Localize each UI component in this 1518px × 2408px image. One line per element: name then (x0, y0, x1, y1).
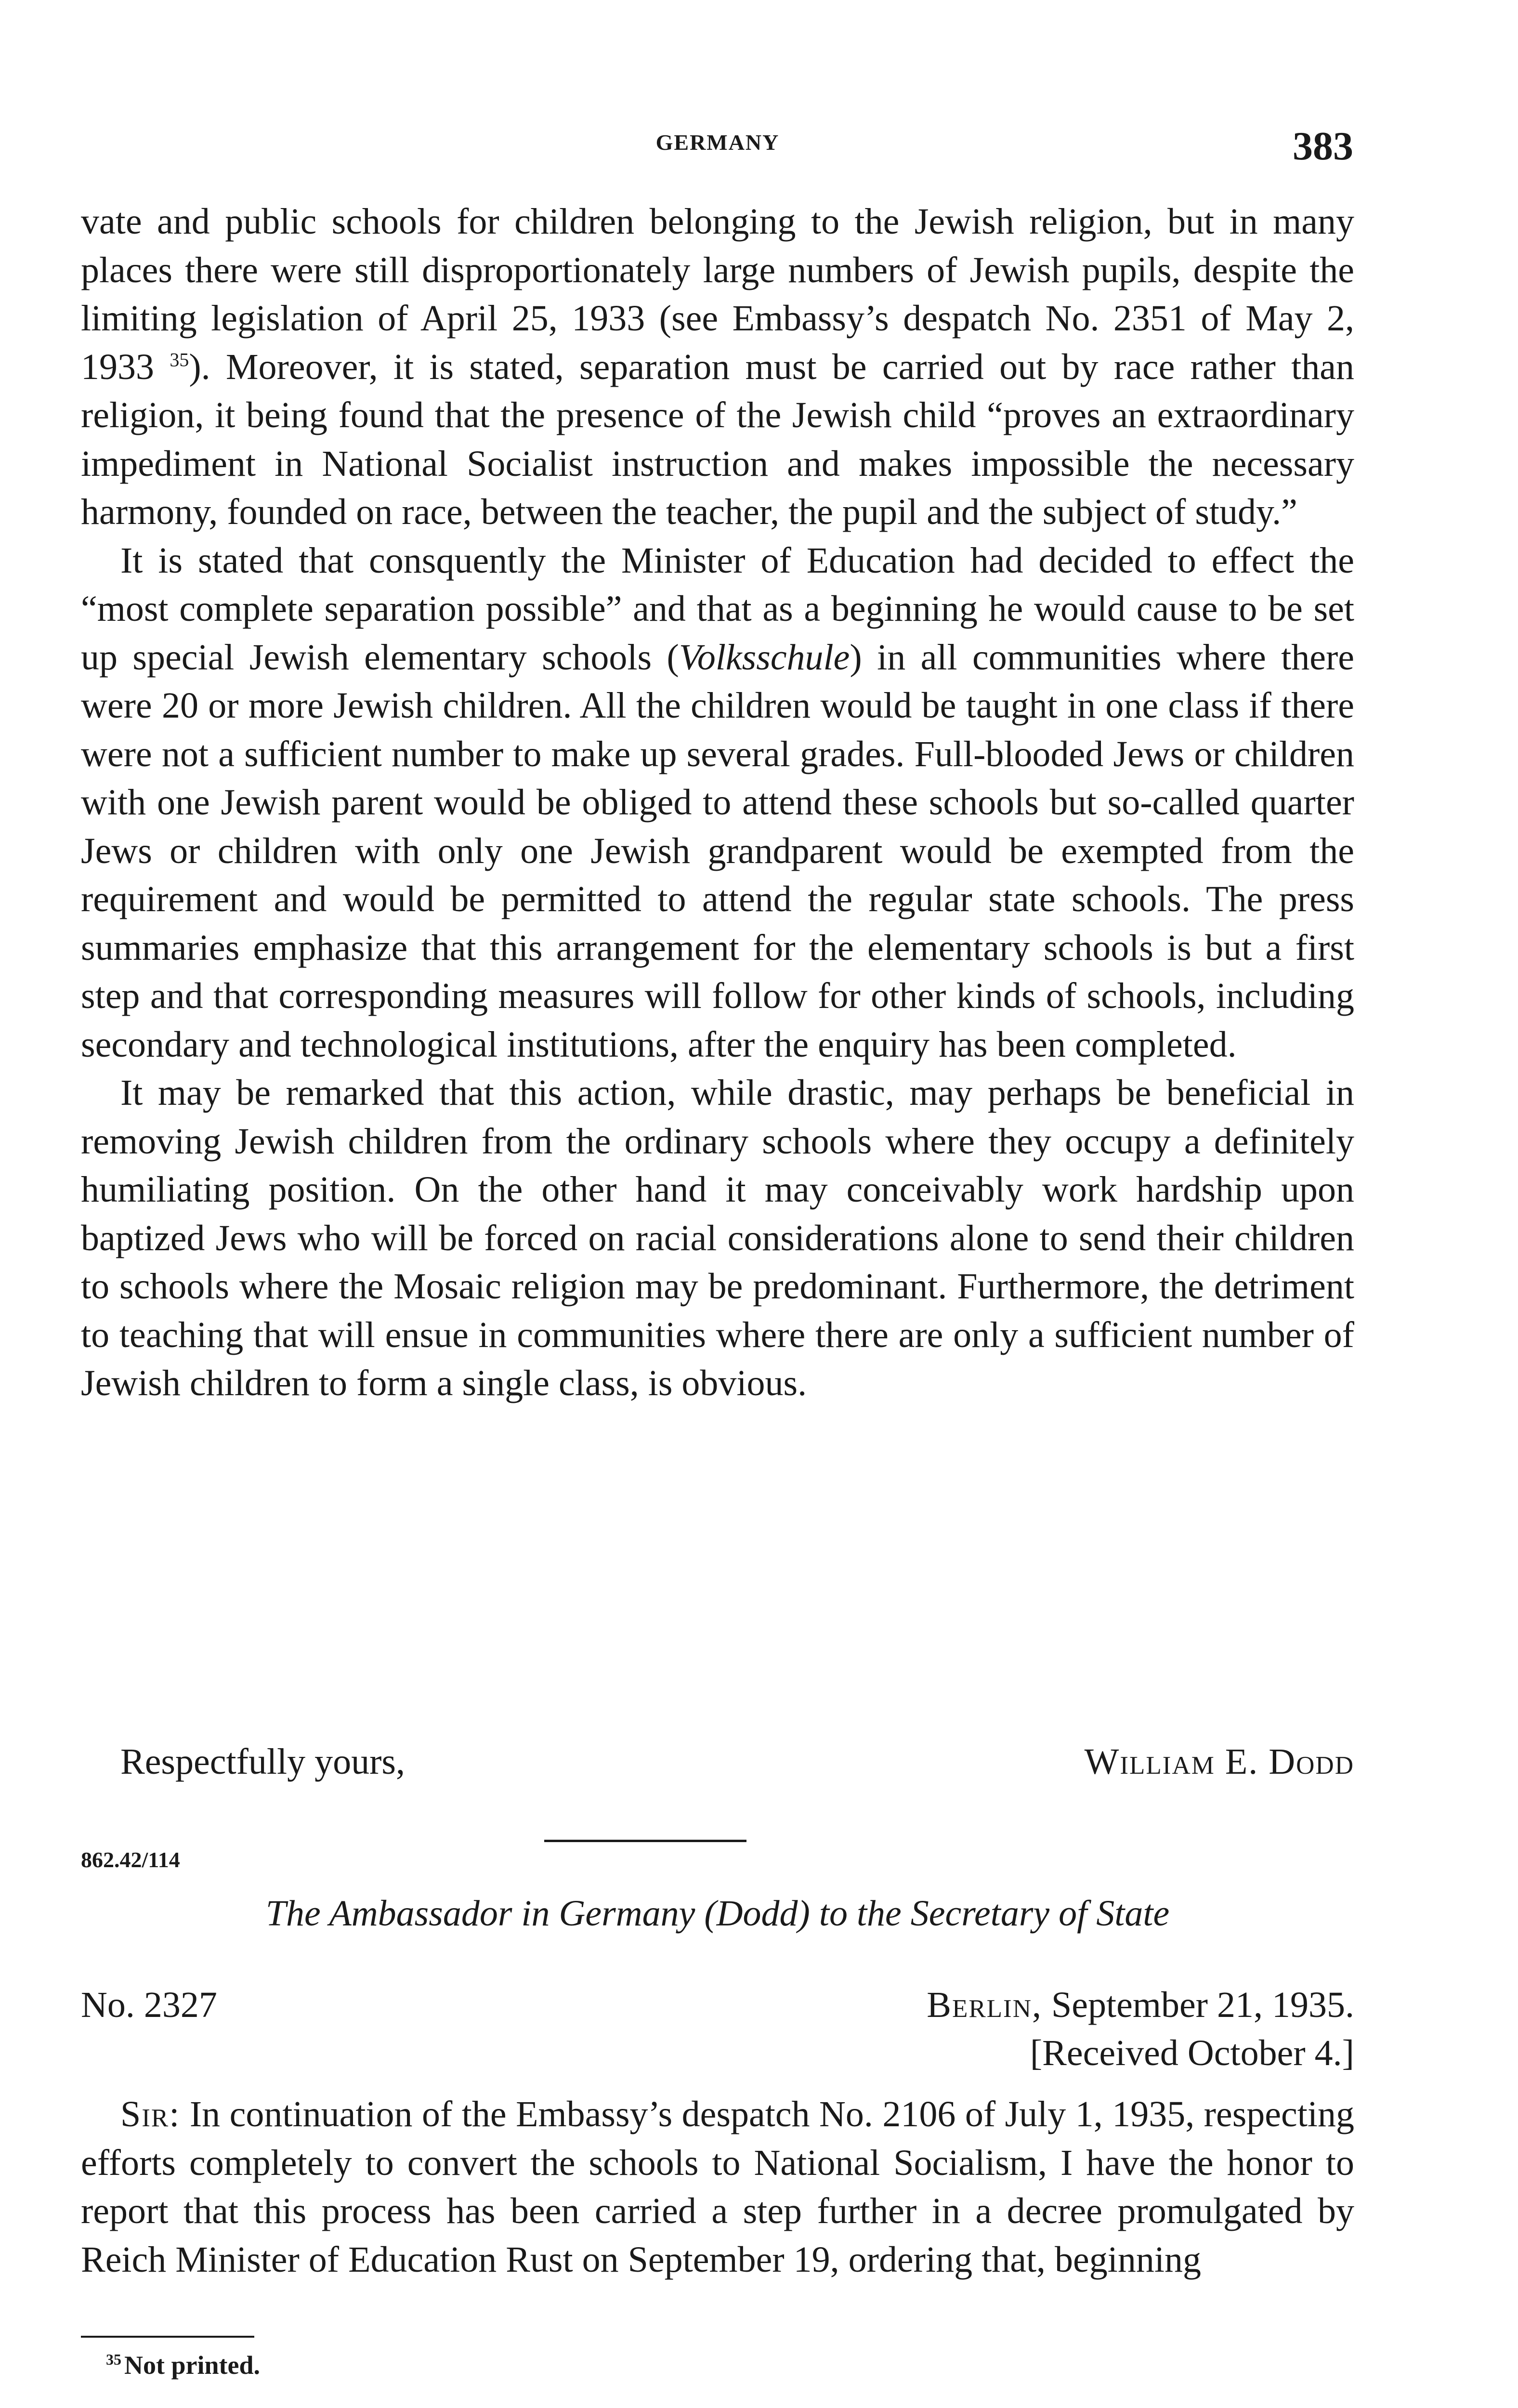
footnote-marker: 35 (106, 2351, 121, 2368)
complimentary-close: Respectfully yours, (120, 1741, 406, 1782)
footnote-text: Not printed. (124, 2351, 260, 2380)
place-date (927, 1984, 1354, 2026)
salutation: Sir: (120, 2094, 181, 2134)
paragraph-text: ). Moreover, it is stated, separation must be carried out by race rather than religion, it being found that the presence of the Jewish child “proves an extraordinary impediment in National Socialist instruction and makes impossible the necessary harmony, founded on race, between the teacher, the pupil and the subject of study.” (81, 346, 1354, 532)
page-number: 383 (1293, 124, 1353, 169)
paragraph-continued (81, 197, 1354, 537)
received-date: [Received October 4.] (1030, 2033, 1354, 2073)
signature: William E. Dodd (1084, 1741, 1354, 1782)
date: September 21, 1935. (1042, 1985, 1354, 2025)
continuation-text (81, 197, 1354, 1408)
file-number: 862.42/114 (81, 1847, 180, 1872)
italic-term: Volksschule (679, 637, 850, 678)
paragraph-text: vate and public schools for children belonging to the Jewish religion, but in many places there were still disproportionately large numbers of Jewish pupils, despite the limiting legislation of April 25, 1933 (see Embassy’s despatch No. 2351 of May 2, 1933 (81, 201, 1354, 387)
paragraph (81, 537, 1354, 1069)
separator-rule (544, 1840, 746, 1842)
paragraph (81, 2090, 1354, 2284)
document-heading: The Ambassador in Germany (Dodd) to the Secretary of State (265, 1893, 1170, 1934)
footnote (106, 2350, 260, 2380)
paragraph-text: It is stated that consquently the Minister of Education had decided to effect the “most complete separation possible” and that as a beginning he would cause to be set up special Jewish elementary schools ( (81, 540, 1354, 678)
place: Berlin, (927, 1985, 1042, 2025)
paragraph: It may be remarked that this action, while drastic, may perhaps be beneficial in removing Jewish children from the ordinary schools where they occupy a definitely humiliating position. On the other hand it may conceivably work hardship upon baptized Jews who will be forced on racial considerations alone to send their children to schools where the Mosaic religion may be predominant. Furthermore, the detriment to teaching that will ensue in communities where there are only a sufficient number of Jewish children to form a single class, is obvious. (81, 1073, 1354, 1403)
dateline (81, 1984, 1354, 2032)
footnote-rule (81, 2336, 254, 2338)
running-title: GERMANY (655, 130, 780, 155)
paragraph-text: ) in all communities where there were 20 or more Jewish children. All the children would be taught in one class if there were not a sufficient number to make up several grades. Full-blooded Jews or children with one Jewish parent would be obliged to attend these schools but so-called quarter Jews or children with only one Jewish grandparent would be exempted from the requirement and would be permitted to attend the regular state schools. The press summaries emphasize that this arrangement for the elementary schools is but a first step and that corresponding measures will follow for other kinds of schools, including secondary and technological institutions, after the enquiry has been completed. (81, 637, 1354, 1065)
dispatch-number: No. 2327 (81, 1985, 217, 2025)
paragraph-text: In continuation of the Embassy’s despatch No. 2106 of July 1, 1935, respecting efforts completely to convert the schools to National Socialism, I have the honor to report that this process has been carried a step further in a decree promulgated by Reich Minister of Education Rust on September 19, ordering that, beginning (81, 2094, 1354, 2280)
letter-body (81, 2090, 1354, 2284)
letter-closing (120, 1741, 1354, 1794)
running-head (82, 123, 1353, 176)
footnote-reference: 35 (170, 349, 189, 371)
